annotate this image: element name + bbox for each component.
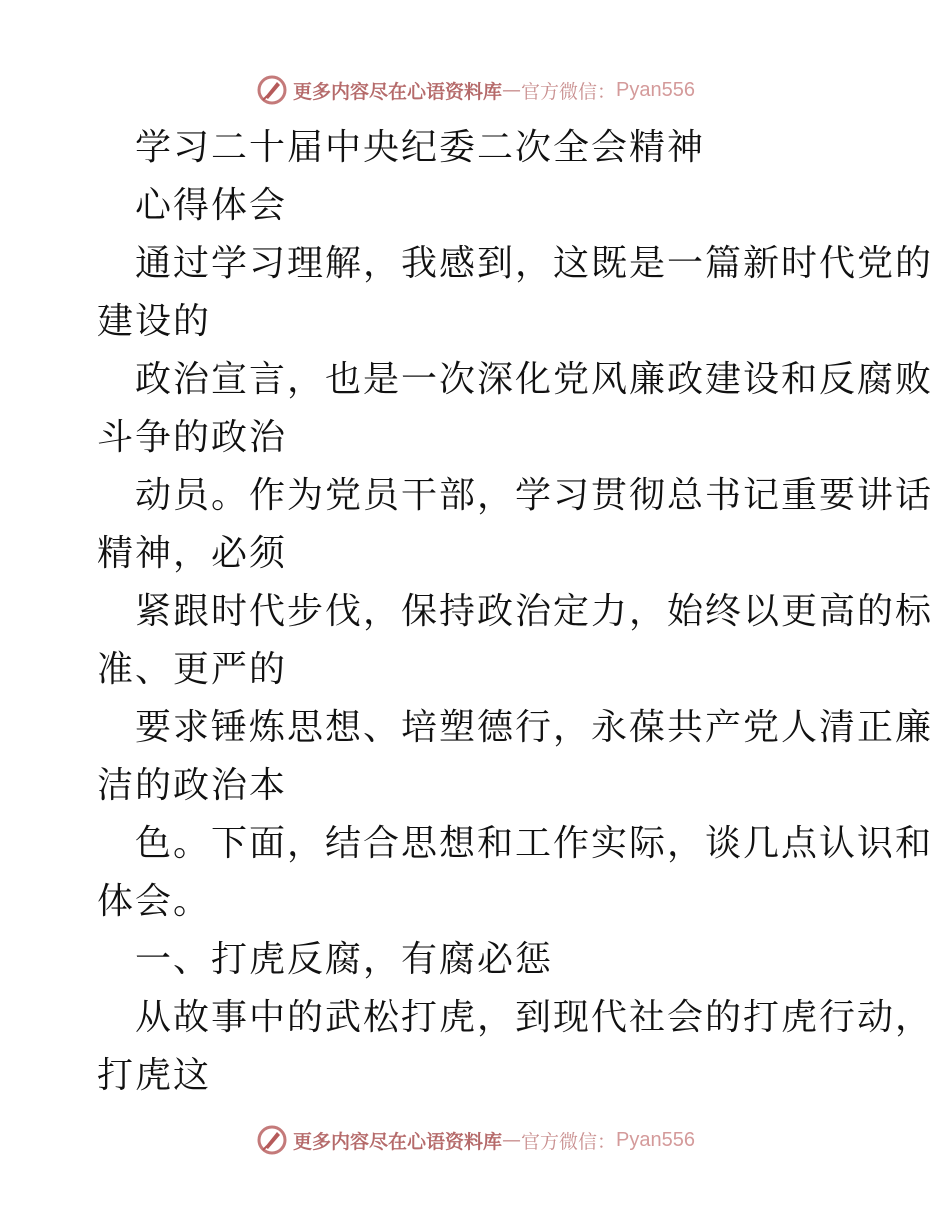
paragraph-line: 要求锤炼思想、培塑德行，永葆共产党人清正廉	[135, 707, 934, 748]
paragraph-line: 洁的政治本	[97, 765, 288, 806]
document-subtitle: 心得体会	[135, 185, 288, 226]
watermark-banner-bottom	[0, 1120, 950, 1160]
watermark-wechat-label: 官方微信：	[521, 80, 617, 103]
quill-logo-icon	[255, 1123, 289, 1157]
paragraph-line: 通过学习理解，我感到，这既是一篇新时代党的	[135, 243, 934, 284]
paragraph-line: 斗争的政治	[97, 417, 288, 458]
watermark-dash: —	[502, 79, 522, 101]
paragraph-line: 从故事中的武松打虎，到现代社会的打虎行动，	[135, 997, 934, 1038]
watermark-wechat-label: 官方微信：	[521, 1130, 617, 1153]
watermark-library-text: 更多内容尽在心语资料库	[293, 80, 503, 103]
watermark-wechat-id: Pyan556	[616, 78, 695, 101]
section-heading: 一、打虎反腐，有腐必惩	[135, 939, 554, 980]
paragraph-line: 紧跟时代步伐，保持政治定力，始终以更高的标	[135, 591, 934, 632]
paragraph-line: 打虎这	[97, 1055, 212, 1096]
watermark-dash: —	[502, 1129, 522, 1151]
paragraph-line: 政治宣言，也是一次深化党风廉政建设和反腐败	[135, 359, 934, 400]
watermark-wechat-id: Pyan556	[616, 1128, 695, 1151]
paragraph-line: 色。下面，结合思想和工作实际，谈几点认识和	[135, 823, 934, 864]
paragraph-line: 准、更严的	[97, 649, 288, 690]
watermark-library-text: 更多内容尽在心语资料库	[293, 1130, 503, 1153]
paragraph-line: 体会。	[97, 881, 212, 922]
paragraph-line: 精神，必须	[97, 533, 288, 574]
quill-logo-icon	[255, 73, 289, 107]
watermark-banner-top	[0, 70, 950, 110]
document-title: 学习二十届中央纪委二次全会精神	[135, 127, 706, 168]
paragraph-line: 动员。作为党员干部，学习贯彻总书记重要讲话	[135, 475, 934, 516]
paragraph-line: 建设的	[97, 301, 212, 342]
